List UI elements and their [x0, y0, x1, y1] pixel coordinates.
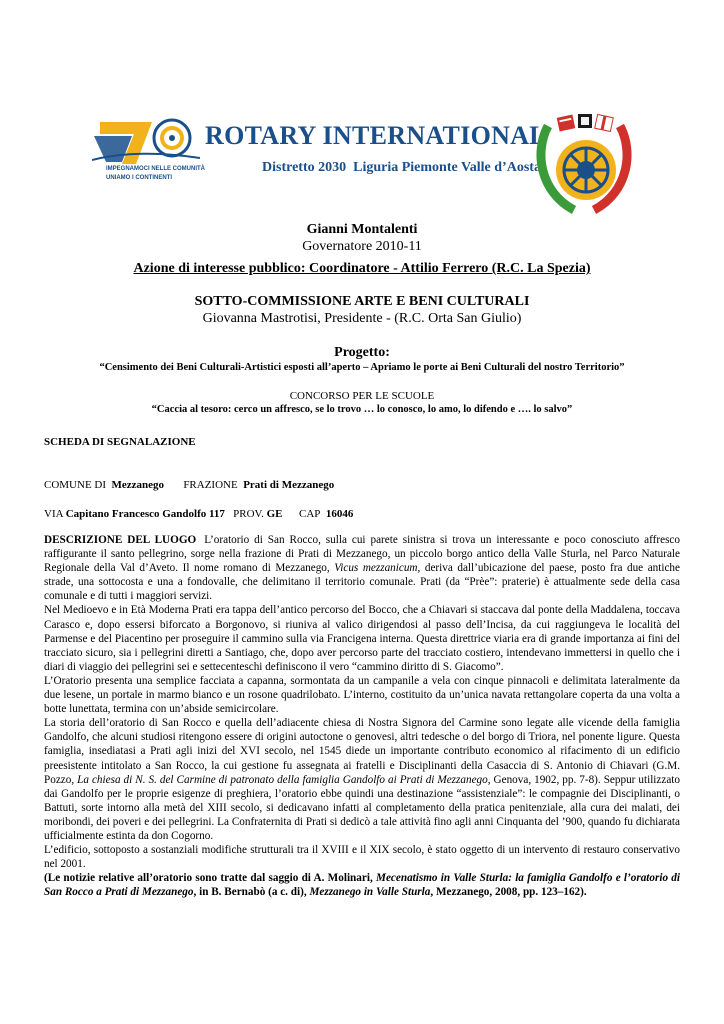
logo-motto-line1: IMPEGNAMOCI NELLE COMUNITÀ: [106, 166, 205, 172]
prov-label: PROV.: [233, 508, 264, 520]
via-label: VIA: [44, 508, 63, 520]
via-value: Capitano Francesco Gandolfo 117: [65, 508, 225, 520]
descrizione-paragraph-3: L’Oratorio presenta una semplice facciata a capanna, sormontata da un campanile a vela con cinque pinnacoli e delimitata lateralmente da due lesene, un portale in marmo bianco e un rosone quadrilobato. L’interno, costituito da un’unica navata rettangolare coperta da una volta a botte lunettata, termina con un’abside semicircolare.: [44, 674, 680, 716]
progetto-text: “Censimento dei Beni Culturali-Artistici esposti all’aperto – Apriamo le porte ai Beni Culturali del nostro Territorio”: [99, 362, 625, 373]
commissione-title: SOTTO-COMMISSIONE ARTE E BENI CULTURALI: [194, 294, 530, 309]
concorso-text: “Caccia al tesoro: cerco un affresco, se lo trovo … lo conosco, lo amo, lo difendo e …. lo salvo”: [151, 404, 573, 415]
regione: Liguria Piemonte Valle d’Aosta: [353, 160, 541, 175]
comune-line: [44, 479, 334, 491]
title-international: INTERNATIONAL: [322, 121, 547, 150]
comune-value: Mezzanego: [111, 479, 165, 491]
descrizione-label: DESCRIZIONE DEL LUOGO: [44, 534, 197, 546]
azione-coordinatore: Azione di interesse pubblico: Coordinatore - Attilio Ferrero (R.C. La Spezia): [133, 261, 591, 276]
governor-name: Gianni Montalenti: [306, 222, 418, 237]
header-title: [205, 121, 547, 151]
source-note: (Le notizie relative all’oratorio sono tratte dal saggio di A. Molinari, Mecenatismo in Valle Sturla: la famiglia Gandolfo e l’oratorio di San Rocco a Prati di Mezzanego, in B. Bernabò (a c. di), Mezzanego in Valle Sturla, Mezzanego, 2008, pp. 123–162).: [44, 872, 681, 899]
distretto: Distretto 2030: [262, 160, 347, 175]
commissione-presidente: Giovanna Mastrotisi, Presidente - (R.C. Orta San Giulio): [202, 311, 522, 326]
prov-value: GE: [266, 508, 283, 520]
governor-role: Governatore 2010-11: [302, 239, 422, 254]
descrizione-paragraph-4: La storia dell’oratorio di San Rocco e quella dell’adiacente chiesa di Nostra Signora del Carmine sono legate alle vicende della famiglia Gandolfo, che alcuni studiosi ritengono essere di origini autoctone o genovesi, altri tedesche o del borgo di Triora, nel ponente ligure. Questa famiglia, insediatasi a Prati agli inizi del XVI secolo, nel 1545 diede un importante contributo economico al rifacimento di un edificio preesistente intitolato a San Rocco, la cui gestione fu assegnata ai fratelli e Disciplinanti della Casaccia di S. Antonio di Chiavari (G.M. Pozzo, La chiesa di N. S. del Carmine di patronato della famiglia Gandolfo ai Prati di Mezzanego, Genova, 1902, pp. 7-8). Seppur utilizzato dai Gandolfo per le proprie esigenze di preghiera, l’oratorio ebbe quindi una destinazione “assistenziale”: le compagnie dei Disciplinanti, o Battuti, sorte intorno alla metà del XIII secolo, si dedicavano infatti al completamento della pratica penitenziale, alla cura dei malati, dei moribondi, dei poveri e dei pellegrini. La Confraternita di Prati si dedicò a tale attività fino agli anni Cinquanta del ’900, quando fu dichiarata ufficialmente estinta da don Cogorno.: [44, 717, 681, 842]
district-emblem-icon: [534, 112, 634, 220]
cap-label: CAP: [299, 508, 321, 520]
progetto-label: Progetto:: [334, 345, 390, 360]
descrizione-paragraph-2: Nel Medioevo e in Età Moderna Prati era tappa dell’antico percorso del Bocco, che a Chiavari si staccava dal ponte della Maddalena, toccava Carasco e, dopo essersi biforcato a Borgonovo, si riuniva al valico dirigendosi al passo dell’Incisa, da cui raggiungeva le località del Parmense e del Piacentino per proseguire il cammino sulla via Francigena interna. Questa direttrice viaria era di grande importanza ai fini del tracciato sicuro, sia i pellegrini diretti a Santiago, che, dopo aver percorso parte del tracciato costiero, intendevano immettersi in quello che i diari di viaggio dei pellegrini sei e settecenteschi definiscono il vero “cammino diritto di S. Giacomo”.: [44, 604, 680, 673]
cap-value: 16046: [325, 508, 354, 520]
descrizione-paragraph-1: DESCRIZIONE DEL LUOGO L’oratorio di San Rocco, sulla cui parete sinistra si trova un interessante e poco conosciuto affresco raffigurante il santo pellegrino, sorge nella frazione di Prati di Mezzanego, un piccolo borgo antico della Valle Sturla, nel Parco Naturale Regionale della Val d’Aveto. Il nome romano di Mezzanego, Vicus mezzanicum, deriva dall’ubicazione del paese, posto fra due antiche strade, una sottocosta e una a fondovalle, che delimitano il territorio comunale. Prati (da “Prèe”: praterie) è attualmente sede della casa comunale e di tutti i maggiori servizi.: [44, 534, 680, 603]
logo-motto-line2: UNIAMO I CONTINENTI: [106, 175, 172, 181]
comune-label: COMUNE DI: [44, 479, 107, 491]
address-line: [44, 508, 353, 520]
title-rotary: ROTARY: [205, 121, 316, 150]
header-subtitle: [262, 160, 541, 176]
descrizione-paragraph-5: L’edificio, sottoposto a sostanziali modifiche strutturali tra il XVIII e il XIX secolo, è stato oggetto di un intervento di restauro conservativo nel 2001.: [44, 844, 680, 871]
concorso-label: CONCORSO PER LE SCUOLE: [289, 390, 435, 402]
frazione-value: Prati di Mezzanego: [243, 479, 335, 491]
frazione-label: FRAZIONE: [183, 479, 238, 491]
scheda-title: SCHEDA DI SEGNALAZIONE: [44, 436, 196, 448]
district-emblem: [534, 112, 634, 220]
descrizione-body: [44, 533, 680, 899]
